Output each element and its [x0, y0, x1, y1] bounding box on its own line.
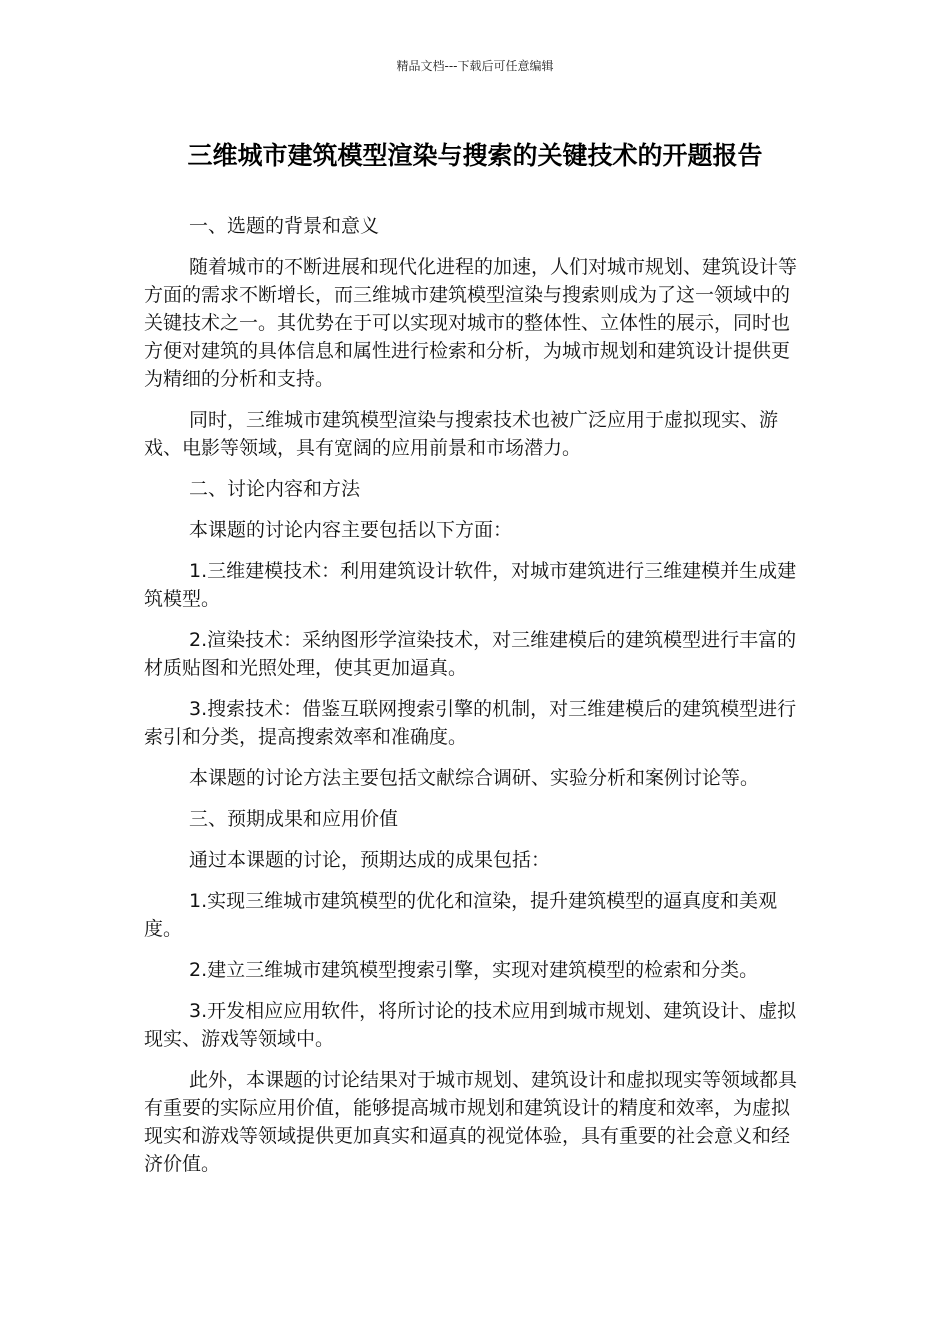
list-item-outcome-1: 1.实现三维城市建筑模型的优化和渲染，提升建筑模型的逼真度和美观度。: [144, 890, 778, 940]
section-heading-background: 一、选题的背景和意义: [189, 215, 380, 237]
paragraph-applications: 同时，三维城市建筑模型渲染与搜索技术也被广泛应用于虚拟现实、游戏、电影等领域，具有宽阔的应用前景和市场潜力。: [144, 409, 779, 459]
document-title: 三维城市建筑模型渲染与搜索的关键技术的开题报告: [187, 141, 763, 170]
section-heading-content-method: 二、讨论内容和方法: [189, 478, 361, 500]
paragraph-content-intro: 本课题的讨论内容主要包括以下方面：: [189, 519, 513, 541]
list-item-rendering: 2.渲染技术：采纳图形学渲染技术，对三维建模后的建筑模型进行丰富的材质贴图和光照处理，使其更加逼真。: [144, 629, 797, 679]
list-item-search: 3.搜索技术：借鉴互联网搜索引擎的机制，对三维建模后的建筑模型进行索引和分类，提高搜索效率和准确度。: [144, 698, 797, 748]
list-item-outcome-3: 3.开发相应应用软件，将所讨论的技术应用到城市规划、建筑设计、虚拟现实、游戏等领域中。: [144, 1000, 797, 1050]
list-item-outcome-2: 2.建立三维城市建筑模型搜索引擎，实现对建筑模型的检索和分类。: [189, 959, 759, 981]
paragraph-value: 此外，本课题的讨论结果对于城市规划、建筑设计和虚拟现实等领域都具有重要的实际应用价值，能够提高城市规划和建筑设计的精度和效率，为虚拟现实和游戏等领域提供更加真实和逼真的视觉体验，具有重要的社会意义和经济价值。: [144, 1069, 798, 1175]
page-header: 精品文档---下载后可任意编辑: [396, 59, 554, 73]
section-heading-outcomes: 三、预期成果和应用价值: [189, 808, 399, 830]
document-body: [144, 212, 806, 1191]
paragraph-method: 本课题的讨论方法主要包括文献综合调研、实验分析和案例讨论等。: [189, 767, 760, 789]
list-item-modeling: 1.三维建模技术：利用建筑设计软件，对城市建筑进行三维建模并生成建筑模型。: [144, 560, 797, 610]
paragraph-outcomes-intro: 通过本课题的讨论，预期达成的成果包括：: [189, 849, 551, 871]
paragraph-background: 随着城市的不断进展和现代化进程的加速，人们对城市规划、建筑设计等方面的需求不断增长，而三维城市建筑模型渲染与搜索则成为了这一领域中的关键技术之一。其优势在于可以实现对城市的整体性、立体性的展示，同时也方便对建筑的具体信息和属性进行检索和分析，为城市规划和建筑设计提供更为精细的分析和支持。: [144, 256, 798, 390]
